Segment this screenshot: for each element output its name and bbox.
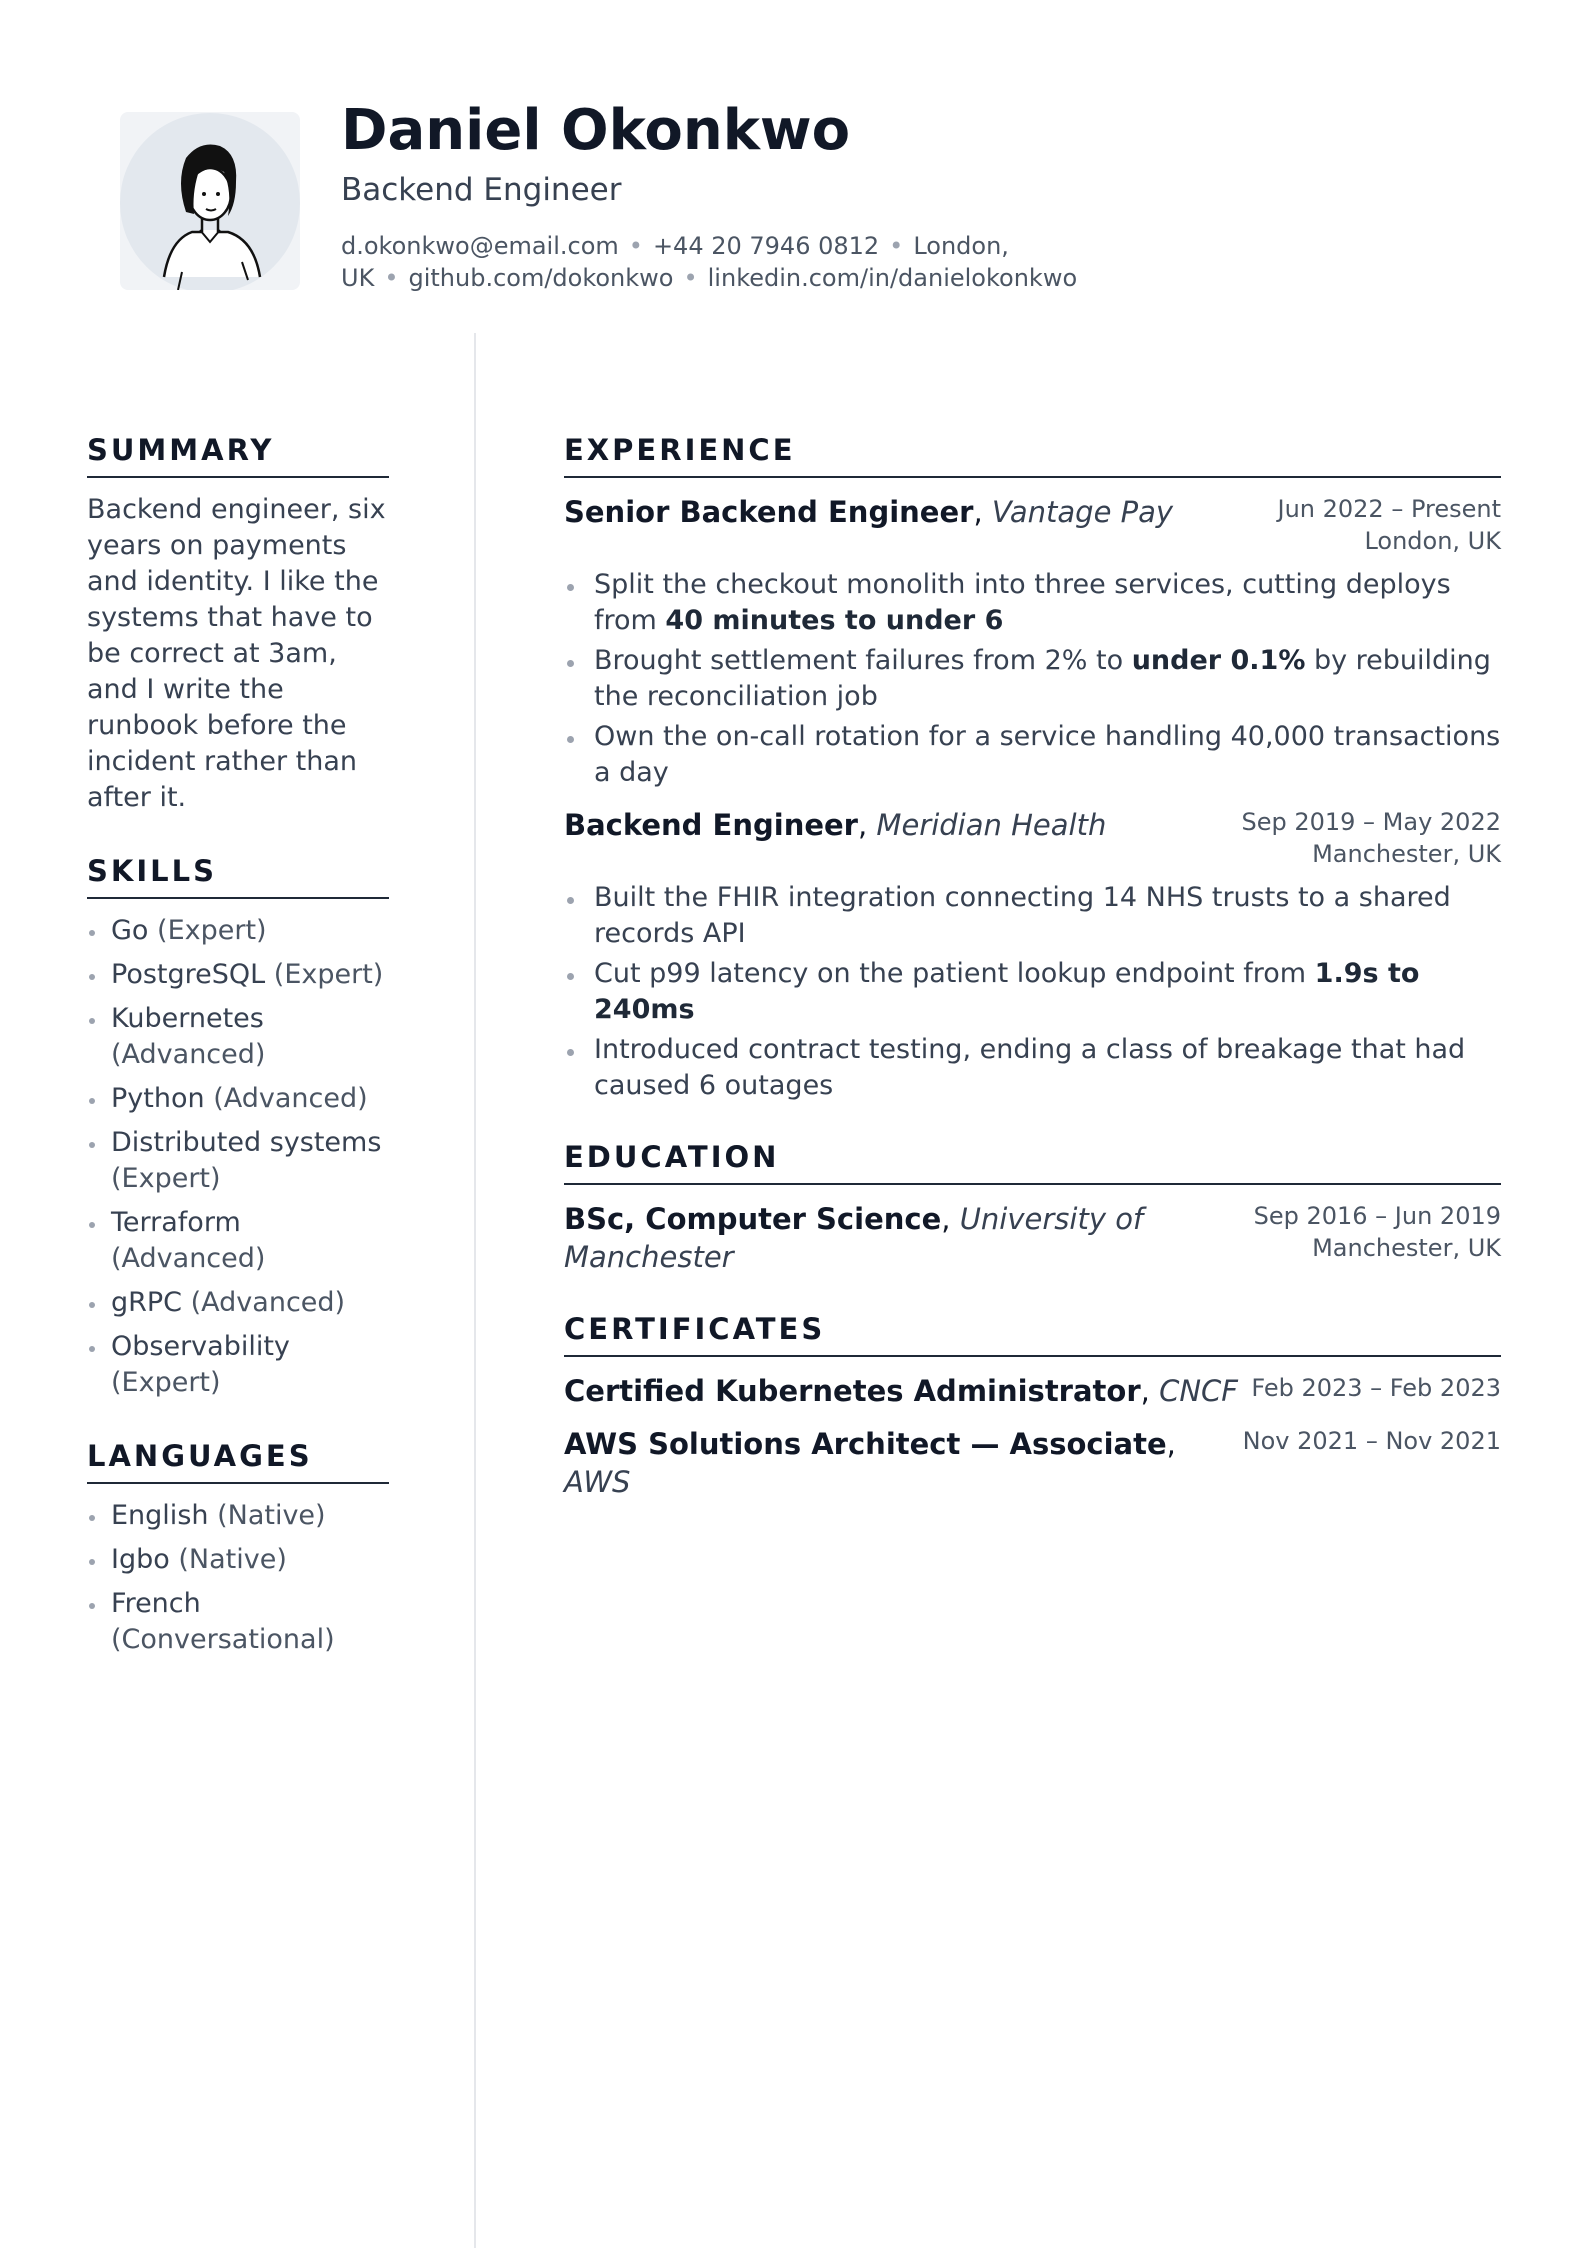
skill-level: (Advanced) xyxy=(111,1039,266,1070)
achievement-list xyxy=(564,880,1501,1104)
languages-list xyxy=(87,1498,389,1658)
issuer: CNCF xyxy=(1159,1374,1238,1408)
list-item xyxy=(87,1329,389,1401)
candidate-role: Backend Engineer xyxy=(341,172,622,208)
column-divider xyxy=(474,333,476,2248)
skill-level: (Expert) xyxy=(273,959,384,990)
list-item xyxy=(87,1081,389,1117)
employer: Vantage Pay xyxy=(991,495,1174,529)
language-name: Igbo xyxy=(111,1544,170,1575)
skill-level: (Expert) xyxy=(157,915,267,946)
entry-title: Backend Engineer, Meridian Health xyxy=(564,808,1107,842)
list-item xyxy=(87,1542,389,1578)
skill-name: PostgreSQL xyxy=(111,959,266,990)
employer: Meridian Health xyxy=(876,808,1107,842)
skill-level: (Advanced) xyxy=(111,1243,266,1274)
separator-dot: • xyxy=(889,232,904,260)
education-section xyxy=(564,1140,1501,1276)
education-entry xyxy=(564,1200,1501,1276)
entry-dates: Sep 2016 – Jun 2019 xyxy=(1253,1202,1501,1230)
list-item: Split the checkout monolith into three services, cutting deploys from 40 minutes to under 6 xyxy=(564,567,1501,639)
degree: BSc, Computer Science xyxy=(564,1202,942,1236)
skill-level: (Expert) xyxy=(111,1367,221,1398)
entry-meta xyxy=(1241,806,1501,870)
achievement-list xyxy=(564,567,1501,791)
candidate-name: Daniel Okonkwo xyxy=(341,98,851,163)
section-title: CERTIFICATES xyxy=(564,1312,1501,1357)
separator-dot: • xyxy=(683,264,698,292)
issuer: AWS xyxy=(564,1465,631,1499)
skill-level: (Advanced) xyxy=(190,1287,346,1318)
skill-name: gRPC xyxy=(111,1287,183,1318)
languages-section xyxy=(87,1439,389,1658)
list-item xyxy=(87,1205,389,1277)
list-item xyxy=(87,1285,389,1321)
experience-entry xyxy=(564,493,1501,791)
language-name: English xyxy=(111,1500,209,1531)
language-name: French xyxy=(111,1588,201,1619)
contact-location: London, UK xyxy=(341,232,1009,292)
entry-meta xyxy=(1243,1425,1501,1457)
skills-list xyxy=(87,913,389,1401)
skill-name: Python xyxy=(111,1083,205,1114)
contact-linkedin[interactable]: linkedin.com/in/danielokonkwo xyxy=(707,264,1078,292)
entry-meta xyxy=(1251,1372,1501,1404)
avatar xyxy=(120,112,300,290)
section-title: LANGUAGES xyxy=(87,1439,389,1484)
language-level: (Conversational) xyxy=(111,1624,335,1655)
skill-name: Observability xyxy=(111,1331,290,1362)
list-item xyxy=(87,1586,389,1658)
sidebar xyxy=(87,433,389,1666)
skill-level: (Expert) xyxy=(111,1163,221,1194)
list-item: Own the on-call rotation for a service handling 40,000 transactions a day xyxy=(564,719,1501,791)
entry-title: Certified Kubernetes Administrator, CNCF xyxy=(564,1374,1238,1408)
experience-entry xyxy=(564,806,1501,1104)
list-item xyxy=(87,1498,389,1534)
entry-location: Manchester, UK xyxy=(1312,1234,1501,1262)
institution: University of Manchester xyxy=(564,1202,1144,1274)
list-item xyxy=(87,913,389,949)
list-item: Introduced contract testing, ending a class of breakage that had caused 6 outages xyxy=(564,1032,1501,1104)
skills-section xyxy=(87,854,389,1401)
summary-text: Backend engineer, six years on payments and identity. I like the systems that have to be correct at 3am, and I write the runbook before the incident rather than after it. xyxy=(87,494,386,813)
main-column xyxy=(564,433,1501,1501)
job-role: Senior Backend Engineer xyxy=(564,495,974,529)
entry-dates: Sep 2019 – May 2022 xyxy=(1241,808,1501,836)
section-title: EXPERIENCE xyxy=(564,433,1501,478)
language-level: (Native) xyxy=(178,1544,287,1575)
list-item: Built the FHIR integration connecting 14 NHS trusts to a shared records API xyxy=(564,880,1501,952)
entry-title: BSc, Computer Science, University of Manchester xyxy=(564,1202,1144,1274)
entry-dates: Jun 2022 – Present xyxy=(1277,495,1501,523)
experience-section xyxy=(564,433,1501,1104)
summary-section xyxy=(87,433,389,816)
entry-title: Senior Backend Engineer, Vantage Pay xyxy=(564,495,1174,529)
skill-name: Distributed systems xyxy=(111,1127,382,1158)
entry-location: Manchester, UK xyxy=(1312,840,1501,868)
contact-github[interactable]: github.com/dokonkwo xyxy=(408,264,674,292)
separator-dot: • xyxy=(628,232,643,260)
certificate-name: Certified Kubernetes Administrator xyxy=(564,1374,1141,1408)
skill-name: Terraform xyxy=(111,1207,241,1238)
list-item xyxy=(87,957,389,993)
entry-title: AWS Solutions Architect — Associate, AWS xyxy=(564,1427,1176,1499)
section-title: SKILLS xyxy=(87,854,389,899)
certificate-name: AWS Solutions Architect — Associate xyxy=(564,1427,1167,1461)
list-item: Brought settlement failures from 2% to under 0.1% by rebuilding the reconciliation job xyxy=(564,643,1501,715)
skill-level: (Advanced) xyxy=(213,1083,368,1114)
separator-dot: • xyxy=(384,264,399,292)
certificate-entry xyxy=(564,1372,1501,1410)
skill-name: Go xyxy=(111,915,149,946)
contact-phone[interactable]: +44 20 7946 0812 xyxy=(652,232,880,260)
contact-email[interactable]: d.okonkwo@email.com xyxy=(341,232,619,260)
job-role: Backend Engineer xyxy=(564,808,858,842)
contact-line xyxy=(341,230,1111,294)
list-item: Cut p99 latency on the patient lookup endpoint from 1.9s to 240ms xyxy=(564,956,1501,1028)
section-title: SUMMARY xyxy=(87,433,389,478)
entry-meta xyxy=(1277,493,1501,557)
skill-name: Kubernetes xyxy=(111,1003,264,1034)
person-illustration-icon xyxy=(120,112,300,290)
entry-location: London, UK xyxy=(1364,527,1501,555)
entry-meta xyxy=(1254,1200,1501,1264)
certificates-section xyxy=(564,1312,1501,1501)
entry-dates: Feb 2023 – Feb 2023 xyxy=(1251,1374,1501,1402)
section-title: EDUCATION xyxy=(564,1140,1501,1185)
list-item xyxy=(87,1001,389,1073)
certificate-entry xyxy=(564,1425,1501,1501)
entry-dates: Nov 2021 – Nov 2021 xyxy=(1242,1427,1501,1455)
language-level: (Native) xyxy=(217,1500,326,1531)
list-item xyxy=(87,1125,389,1197)
